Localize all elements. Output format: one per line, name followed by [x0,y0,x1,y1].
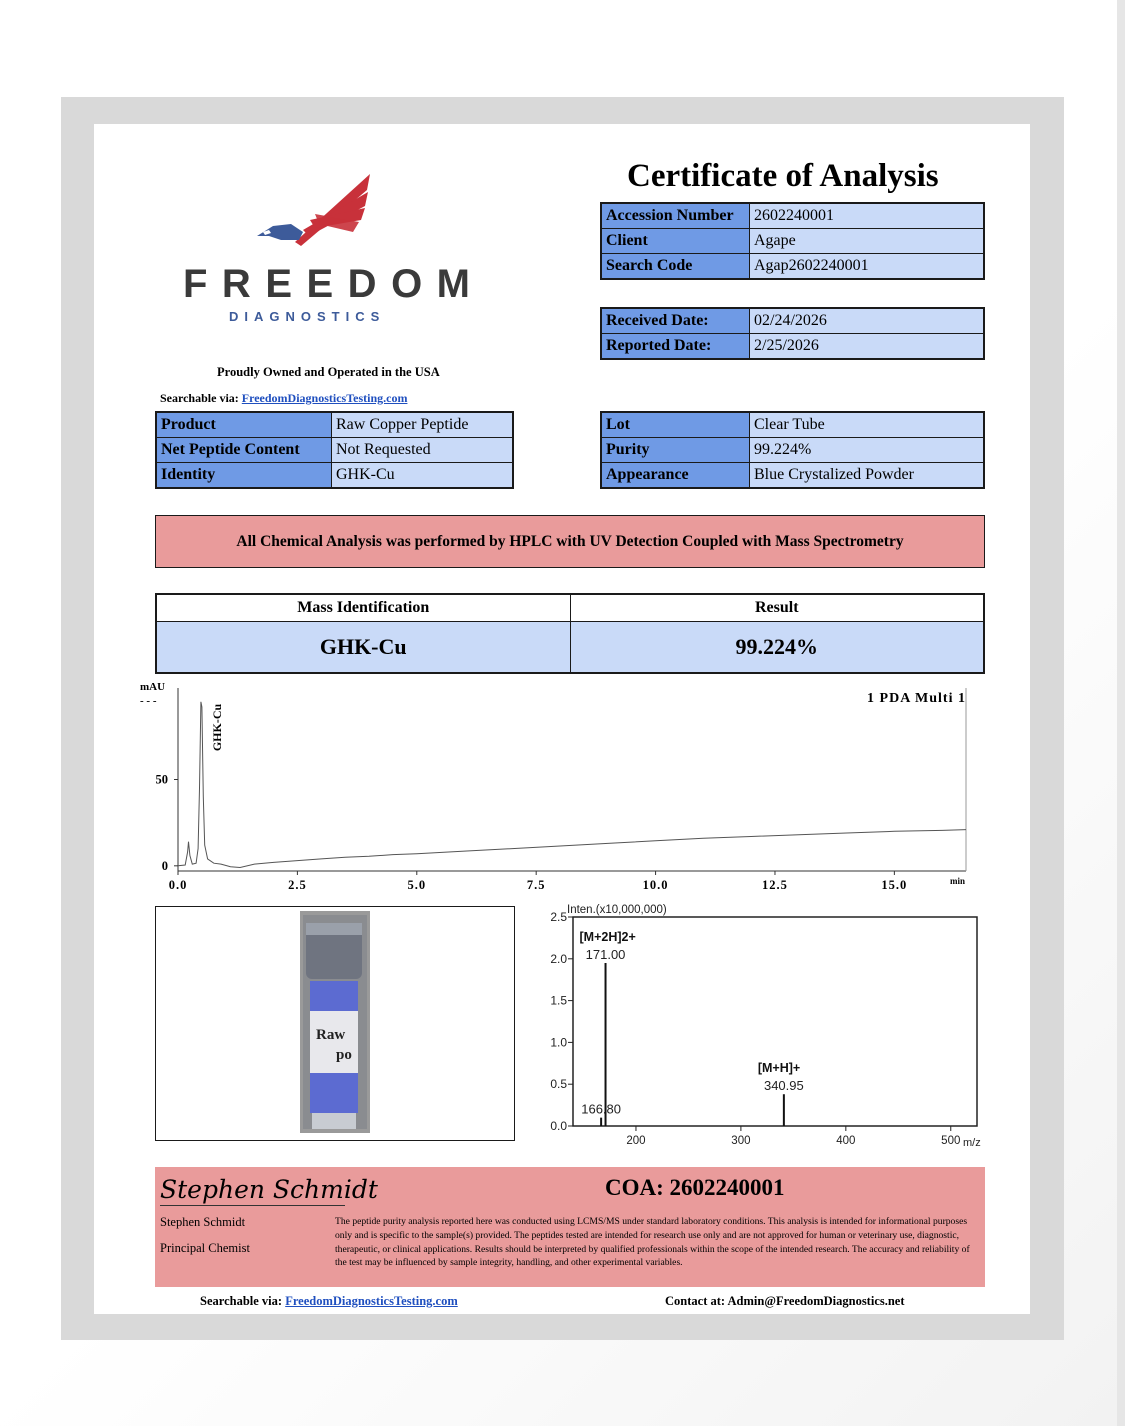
accession-value: 2602240001 [750,203,985,229]
signature-underline [160,1205,345,1206]
reported-date-value: 2/25/2026 [750,334,985,360]
ms-xlabel: m/z [963,1137,981,1149]
hplc-ymax-tick: - - - [140,695,157,707]
client-label: Client [601,229,750,254]
identity-label: Identity [156,463,332,489]
ms-plot-frame [573,917,977,1126]
dates-table [600,307,985,360]
accession-label: Accession Number [601,203,750,229]
ms-y-tick-label: 0.0 [550,1119,567,1133]
table-row [156,412,513,438]
ms-y-tick-label: 0.5 [550,1077,567,1092]
appearance-value: Blue Crystalized Powder [750,463,985,489]
hplc-x-tick-label: 12.5 [762,878,788,892]
table-row [156,622,984,674]
ms-peak-mz-label: 166.80 [581,1101,622,1117]
hplc-ylabel: mAU [140,681,166,693]
hplc-chromatogram [130,678,975,900]
mass-identification-table [155,593,985,674]
ms-x-tick-label: 400 [836,1135,856,1147]
ms-x-tick-label: 300 [731,1135,751,1147]
hplc-xlabel: min [950,876,966,886]
ms-y-tick-label: 2.5 [550,910,567,924]
product-value: Raw Copper Peptide [332,412,514,438]
ms-y-tick-label: 1.0 [550,1035,567,1050]
product-table [155,411,514,489]
reported-date-label: Reported Date: [601,334,750,360]
vial-label-line2: po [336,1047,352,1063]
sample-photo-frame [155,906,515,1141]
chemist-title: Principal Chemist [160,1241,250,1255]
table-row [156,463,513,489]
signature-footer [155,1167,985,1287]
tagline: Proudly Owned and Operated in the USA [217,365,440,379]
hplc-x-tick-label: 0.0 [168,878,188,892]
received-date-label: Received Date: [601,308,750,334]
lot-table [600,411,985,489]
coa-number: COA: 2602240001 [605,1175,785,1200]
ms-peak-annotation: [M+2H]2+ [579,929,636,944]
client-value: Agape [750,229,985,254]
searchable-top-label: Searchable via: [160,391,239,405]
result-header: Result [570,594,984,622]
contact-info [665,1294,905,1309]
table-row [156,438,513,463]
searchable-top [160,391,407,406]
mass-id-value: GHK-Cu [156,622,570,674]
net-peptide-label: Net Peptide Content [156,438,332,463]
lot-value: Clear Tube [750,412,985,438]
net-peptide-value: Not Requested [332,438,514,463]
purity-label: Purity [601,438,750,463]
accession-table [600,202,985,280]
hplc-peak-label: GHK-Cu [209,703,224,752]
mass-spectrum-chart [535,898,985,1153]
chemist-signature: Stephen Schmidt [160,1175,378,1204]
hplc-x-tick-label: 7.5 [526,878,546,892]
hplc-x-tick-label: 2.5 [288,878,307,892]
hplc-title: 1 PDA Multi 1 [867,691,966,706]
table-row [601,412,984,438]
ms-ylabel: Inten.(x10,000,000) [567,904,667,916]
ms-x-tick-label: 200 [626,1135,646,1147]
hplc-x-tick-label: 5.0 [407,878,427,892]
contact-label: Contact at: [665,1294,726,1308]
sample-vial-image [300,911,370,1133]
ms-peak-mz-label: 340.95 [763,1078,804,1094]
lot-label: Lot [601,412,750,438]
search-code-value: Agap2602240001 [750,254,985,280]
table-row [601,308,984,334]
search-code-label: Search Code [601,254,750,280]
page-title: Certificate of Analysis [627,158,939,194]
hplc-x-tick-label: 10.0 [642,878,669,892]
table-row [601,438,984,463]
searchable-top-link[interactable]: FreedomDiagnosticsTesting.com [241,391,408,405]
product-label: Product [156,412,332,438]
table-row [601,463,984,489]
identity-value: GHK-Cu [332,463,514,489]
method-banner: All Chemical Analysis was performed by HPLC with UV Detection Coupled with Mass Spectrometry [155,515,985,568]
table-header-row [156,594,984,622]
logo-subtitle: DIAGNOSTICS [229,309,386,324]
hplc-x-tick-label: 15.0 [881,878,908,892]
received-date-value: 02/24/2026 [750,308,985,334]
ms-y-tick-label: 2.0 [550,951,567,966]
ms-peak-mz-label: 171.00 [585,946,626,962]
logo-wordmark: FREEDOM [183,262,485,306]
ms-y-tick-label: 1.5 [550,993,567,1008]
contact-email[interactable]: Admin@FreedomDiagnostics.net [727,1294,905,1308]
searchable-bottom [200,1294,458,1309]
table-row [601,203,984,229]
searchable-bottom-link[interactable]: FreedomDiagnosticsTesting.com [285,1294,458,1308]
result-value: 99.224% [570,622,984,674]
eagle-flag-logo-icon [255,170,375,255]
appearance-label: Appearance [601,463,750,489]
chemist-name: Stephen Schmidt [160,1215,246,1229]
table-row [601,229,984,254]
ms-peak-annotation: [M+H]+ [757,1061,801,1076]
disclaimer-text: The peptide purity analysis reported here was conducted using LCMS/MS under standard laboratory conditions. This analysis is intended for informational purposes only and is specific to the sample(s) provided. The peptides tested are intended for research use only and are not approved for human or veterinary use, diagnostic, therapeutic, or clinical applications. Results should be interpreted by qualified professionals within the scope of the intended research. The accuracy and reliability of the test may be influenced by sample integrity, handling, and other experimental variables. [335,1216,970,1269]
searchable-bottom-label: Searchable via: [200,1294,283,1308]
vial-label-line1: Raw [316,1027,346,1043]
mass-id-header: Mass Identification [156,594,570,622]
hplc-y-tick-label: 0 [161,858,168,873]
table-row [601,334,984,360]
hplc-y-tick-label: 50 [155,772,168,787]
ms-x-tick-label: 500 [941,1135,961,1147]
page-edge-shadow [1117,0,1125,1426]
purity-value: 99.224% [750,438,985,463]
hplc-trace [178,702,966,868]
table-row [601,254,984,280]
